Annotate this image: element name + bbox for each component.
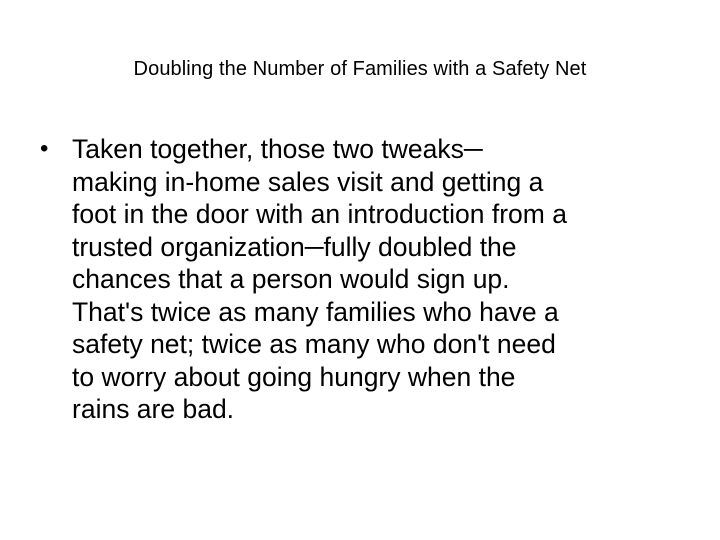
bullet-line: Taken together, those two tweaks─ [72, 134, 483, 164]
bullet-item [30, 133, 690, 426]
bullet-line: chances that a person would sign up. [72, 264, 510, 294]
bullet-line: making in-home sales visit and getting a [72, 166, 544, 197]
bullet-line: safety net; twice as many who don't need [72, 329, 556, 359]
bullet-line: foot in the door with an introduction from a [72, 199, 567, 229]
bullet-marker: • [40, 135, 49, 162]
bullet-text [72, 133, 690, 426]
bullet-line: trusted organization─fully doubled the [72, 231, 517, 262]
bullet-line: That's twice as many families who have a [72, 296, 559, 327]
bullet-line: rains are bad. [72, 394, 235, 424]
bullet-line: to worry about going hungry when the [72, 361, 516, 392]
bullet-list [30, 133, 690, 426]
slide-title: Doubling the Number of Families with a Safety Net [133, 58, 587, 80]
